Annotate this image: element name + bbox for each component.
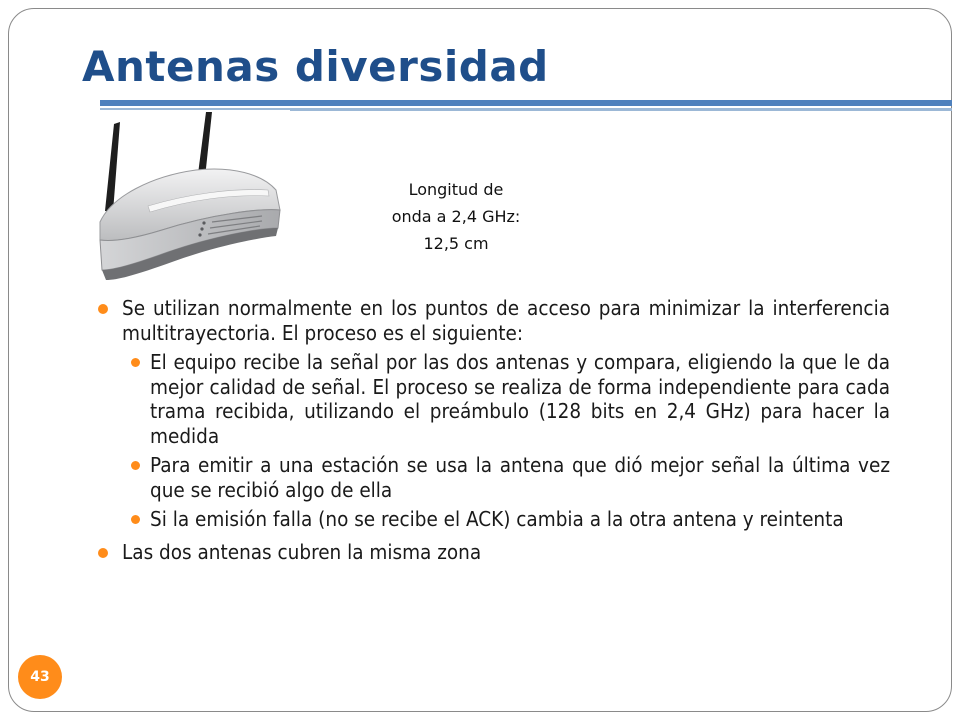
bullet-dot-icon [98, 548, 108, 558]
sub-bullet-item [98, 453, 890, 502]
bullet-list [98, 296, 890, 564]
bullet-text: Las dos antenas cubren la misma zona [122, 539, 482, 564]
bullet-dot-icon [131, 461, 140, 470]
caption-line-1: Longitud de [408, 180, 504, 199]
bullet-dot-icon [131, 515, 140, 524]
bullet-dot-icon [98, 304, 108, 314]
page-number-badge: 43 [18, 655, 62, 699]
slide-title: Antenas diversidad [82, 42, 549, 91]
bullet-item [98, 540, 890, 565]
bullet-text: Se utilizan normalmente en los puntos de acceso para minimizar la interferencia multitrayectoria. El proceso es el siguiente: [122, 296, 890, 345]
wavelength-caption [352, 176, 560, 257]
sub-bullet-item [98, 350, 890, 448]
sub-bullet-text: El equipo recibe la señal por las dos antenas y compara, eligiendo la que le da mejor calidad de señal. El proceso se realiza de forma independiente para cada trama recibida, utilizando el preámbulo (128 bits en 2,4 GHz) para hacer la medida [150, 350, 890, 448]
title-underline-thick [100, 100, 952, 106]
sub-bullet-text: Para emitir a una estación se usa la antena que dió mejor señal la última vez que se recibió algo de ella [150, 453, 890, 502]
sub-bullet-text: Si la emisión falla (no se recibe el ACK) cambia a la otra antena y reintenta [150, 507, 844, 531]
bullet-item [98, 296, 890, 345]
caption-line-3: 12,5 cm [423, 234, 489, 253]
sub-bullet-item [98, 507, 890, 532]
bullet-dot-icon [131, 358, 140, 367]
caption-line-2: onda a 2,4 GHz: [391, 207, 521, 226]
router-image [92, 110, 290, 288]
